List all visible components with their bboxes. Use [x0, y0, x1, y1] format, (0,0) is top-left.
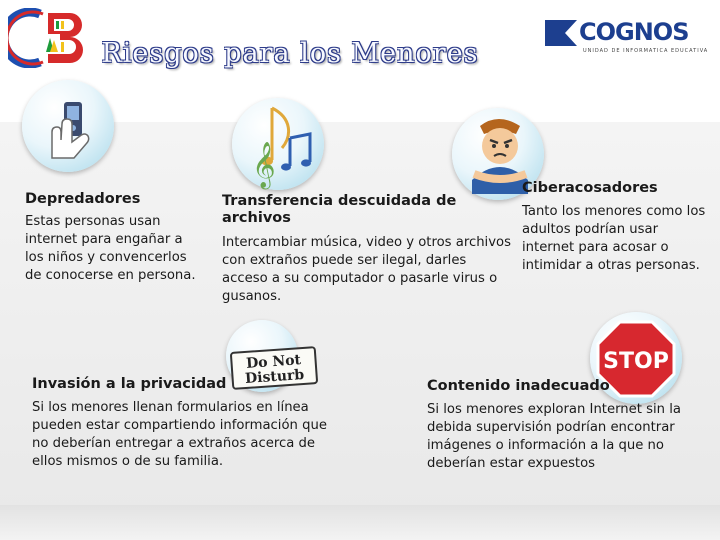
stop-text: STOP — [603, 349, 669, 374]
school-logo-icon — [8, 8, 90, 68]
contenido-body: Si los menores exploran Internet sin la debida supervisión podrían encontrar imágenes o información a la que no deberían estar expuestos — [427, 402, 681, 471]
depredadores-bubble — [22, 80, 114, 172]
ciberacosadores-heading: Ciberacosadores — [522, 180, 658, 196]
ciberacosadores-body: Tanto los menores como los adultos podrían usar internet para acosar o intimidar a otras personas. — [522, 204, 706, 273]
transferencia-heading: Transferencia descuidada de archivos — [222, 193, 457, 226]
depredadores-body: Estas personas usan internet para engañar a los niños y convencerlos de conocerse en persona. — [25, 214, 196, 283]
cognos-logo — [543, 18, 713, 62]
transferencia-body: Intercambiar música, video y otros archivos con extraños puede ser ilegal, darles acceso a su computador o pasarle virus o gusanos. — [222, 235, 511, 304]
hand-touch-device-icon — [22, 80, 114, 172]
svg-text:𝄞: 𝄞 — [252, 142, 276, 188]
footer-band — [0, 505, 720, 540]
cognos-wordmark: COGNOS — [579, 18, 689, 46]
invasion-body: Si los menores llenan formularios en línea pueden estar compartiendo información que no deberían entregar a extraños acerca de ellos mismos o de su familia. — [32, 400, 327, 469]
cognos-mark-icon — [545, 20, 577, 46]
music-notes-icon — [232, 98, 324, 190]
do-not-disturb-sign-icon — [228, 346, 320, 390]
page-title: Riesgos para los Menores — [101, 38, 479, 69]
cognos-subtitle: UNIDAD DE INFORMATICA EDUCATIVA — [583, 48, 709, 54]
contenido-heading: Contenido inadecuado — [427, 378, 610, 394]
depredadores-heading: Depredadores — [25, 191, 141, 207]
transferencia-bubble — [232, 98, 324, 190]
dnd-line2: Disturb — [244, 366, 305, 388]
invasion-heading: Invasión a la privacidad — [32, 376, 227, 392]
dnd-line1: Do Not — [245, 352, 302, 372]
